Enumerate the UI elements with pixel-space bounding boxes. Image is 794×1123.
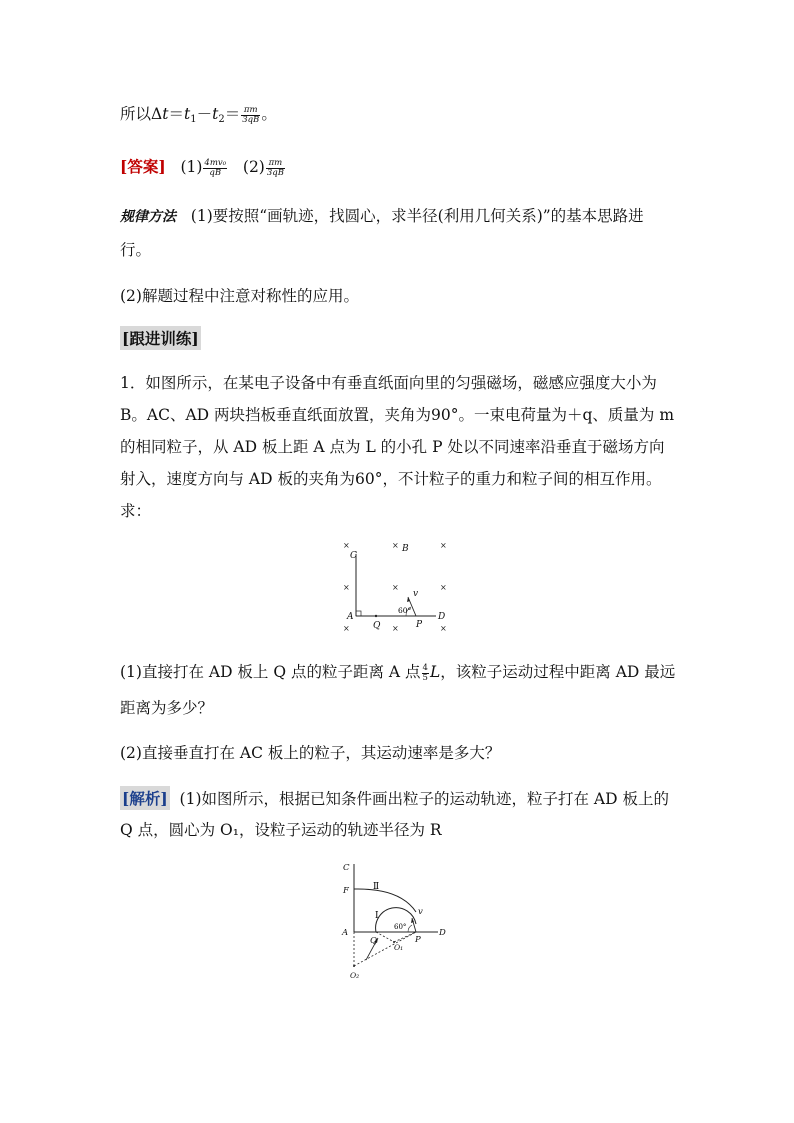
- x-mark: ×: [343, 624, 350, 633]
- practice-tag: [跟进训练]: [120, 326, 201, 350]
- label-q: Q: [373, 621, 381, 631]
- label-f: F: [343, 886, 349, 896]
- method-text-3: (2)解题过程中注意对称性的应用。: [120, 287, 359, 305]
- angle-label: 60°: [398, 606, 412, 615]
- problem-line-5: 求：: [120, 502, 152, 520]
- analysis-tag: [解析]: [120, 786, 170, 810]
- answer-part1-label: (1): [180, 158, 203, 176]
- point-o2: [353, 965, 355, 967]
- method-line-1: [120, 204, 644, 226]
- sub-1: 1: [190, 114, 197, 125]
- var-t2: t: [212, 105, 219, 123]
- x-mark: ×: [392, 583, 399, 592]
- label-p: P: [416, 620, 423, 630]
- label-a: A: [347, 612, 354, 622]
- angle-arc: [408, 925, 412, 932]
- label-o1: O₁: [394, 943, 404, 952]
- frac-den: 5: [422, 672, 428, 683]
- answer-frac-2: [266, 159, 285, 178]
- label-o2: O₂: [350, 971, 360, 980]
- label-v: v: [413, 589, 419, 599]
- eq-sign: ＝: [168, 105, 184, 123]
- x-mark: ×: [343, 541, 350, 550]
- frac-num: 4mv₀: [204, 157, 227, 168]
- result-prefix: 所以Δ: [120, 105, 163, 123]
- problem-line-2: B。AC、AD 两块挡板垂直纸面放置，夹角为90°。一束电荷量为＋q、质量为 m: [120, 406, 675, 424]
- sub-2: 2: [218, 114, 225, 125]
- x-mark: ×: [392, 541, 399, 550]
- method-text-2: 行。: [120, 241, 152, 259]
- analysis-line-2: Q 点，圆心为 O₁，设粒子运动的轨迹半径为 R: [120, 821, 442, 839]
- x-mark: ×: [440, 541, 447, 550]
- frac-num: πm: [241, 106, 260, 116]
- eq-sign-2: ＝: [224, 105, 241, 123]
- method-tag: 规律方法: [120, 209, 176, 225]
- result-fraction: [241, 106, 260, 125]
- label-d: D: [439, 928, 446, 938]
- q1-text-a: (1)直接打在 AD 板上 Q 点的粒子距离 A 点: [120, 663, 421, 681]
- label-p: P: [415, 935, 421, 945]
- answer-part2-label: (2): [242, 158, 265, 176]
- x-mark: ×: [392, 624, 399, 633]
- var-t1: t: [183, 105, 191, 123]
- q1-fraction: [422, 664, 429, 683]
- dashed-o2-p: [354, 932, 416, 966]
- label-c: C: [350, 551, 357, 561]
- problem-line-1: 1．如图所示，在某电子设备中有垂直纸面向里的匀强磁场，磁感应强度大小为: [120, 374, 657, 392]
- figure-1: [336, 536, 456, 636]
- frac-den: qB: [209, 167, 222, 178]
- x-mark: ×: [343, 583, 350, 592]
- label-d: D: [438, 612, 446, 622]
- label-ii: Ⅱ: [373, 882, 380, 892]
- frac-den: 3qB: [242, 114, 260, 125]
- practice-line: [120, 326, 201, 350]
- question-1-line-2: 距离为多少？: [120, 699, 214, 717]
- var-l: L: [429, 663, 441, 681]
- question-1-line-1: [120, 660, 675, 683]
- answer-frac-1: [203, 159, 227, 178]
- x-mark: ×: [440, 583, 447, 592]
- analysis-text-1: (1)如图所示，根据已知条件画出粒子的运动轨迹，粒子打在 AD 板上的: [179, 790, 669, 808]
- method-line-3: [120, 284, 359, 306]
- period: 。: [261, 105, 277, 123]
- frac-num: πm: [266, 159, 285, 169]
- frac-den: 3qB: [266, 167, 284, 178]
- dashed-o1-p: [394, 932, 416, 942]
- analysis-line-1: [120, 786, 669, 810]
- answer-line: [120, 155, 286, 178]
- label-b: B: [402, 544, 409, 554]
- method-text-1: (1)要按照“画轨迹，找圆心，求半径(利用几何关系)”的基本思路进: [190, 207, 644, 225]
- point-q: [375, 615, 377, 617]
- label-v: v: [418, 907, 423, 917]
- label-i: Ⅰ: [375, 911, 379, 921]
- answer-tag: [答案]: [120, 157, 166, 176]
- problem-line-4: 射入，速度方向与 AD 板的夹角为60°，不计粒子的重力和粒子间的相互作用。: [120, 470, 662, 488]
- frac-num: 4: [422, 662, 428, 673]
- figure-2: [338, 856, 458, 984]
- x-mark: ×: [440, 624, 447, 633]
- var-t: t: [162, 105, 169, 123]
- question-2-line: (2)直接垂直打在 AC 板上的粒子，其运动速率是多大？: [120, 744, 501, 762]
- problem-line-3: 的相同粒子，从 AD 板上距 A 点为 L 的小孔 P 处以不同速率沿垂直于磁场方向: [120, 438, 665, 456]
- dashed-q-o1: [376, 932, 394, 942]
- method-line-2: [120, 238, 151, 260]
- minus-sign: －: [196, 105, 213, 123]
- trajectory-ii: [354, 889, 416, 912]
- result-line: [120, 102, 277, 125]
- label-c: C: [343, 863, 350, 873]
- q1-text-b: ，该粒子运动过程中距离 AD 最远: [440, 663, 676, 681]
- label-a: A: [342, 928, 349, 938]
- right-angle-mark: [356, 611, 361, 616]
- angle-label: 60°: [394, 923, 407, 931]
- label-q: Q: [370, 936, 377, 946]
